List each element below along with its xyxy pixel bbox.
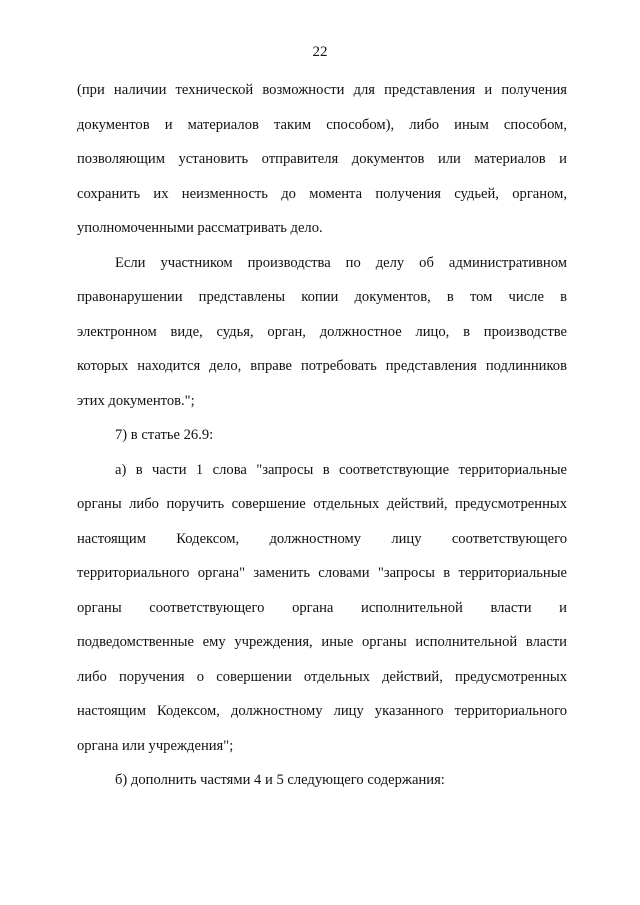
text-line: 7) в статье 26.9: bbox=[115, 427, 214, 443]
text-line: а) в части 1 слова "запросы в соответствующие территориальные bbox=[115, 461, 567, 478]
text-line: сохранить их неизменность до момента получения судьей, органом, bbox=[77, 185, 567, 202]
text-line: органы либо поручить совершение отдельных действий, предусмотренных bbox=[77, 496, 567, 512]
body-text bbox=[77, 73, 567, 798]
text-line: либо поручения о совершении отдельных действий, предусмотренных bbox=[77, 668, 567, 685]
text-line: подведомственные ему учреждения, иные органы исполнительной власти bbox=[77, 634, 567, 650]
text-line: органа или учреждения"; bbox=[77, 737, 234, 754]
text-line: позволяющим установить отправителя документов или материалов и bbox=[77, 151, 567, 167]
text-line: правонарушении представлены копии документов, в том числе в bbox=[77, 289, 567, 305]
text-line: (при наличии технической возможности для представления и получения bbox=[77, 82, 567, 98]
page-number: 22 bbox=[312, 44, 328, 60]
text-line: б) дополнить частями 4 и 5 следующего содержания: bbox=[115, 772, 445, 788]
text-line: документов и материалов таким способом), либо иным способом, bbox=[77, 116, 567, 133]
text-line: настоящим Кодексом, должностному лицу указанного территориального bbox=[77, 703, 567, 719]
text-line: настоящим Кодексом, должностному лицу соответствующего bbox=[77, 530, 567, 547]
text-line: этих документов."; bbox=[77, 392, 195, 409]
text-line: органы соответствующего органа исполнительной власти и bbox=[77, 599, 567, 616]
text-line: уполномоченными рассматривать дело. bbox=[77, 220, 323, 236]
text-line: Если участником производства по делу об административном bbox=[115, 254, 567, 271]
text-line: которых находится дело, вправе потребовать представления подлинников bbox=[77, 358, 567, 374]
text-line: электронном виде, судья, орган, должностное лицо, в производстве bbox=[77, 323, 567, 340]
text-line: территориального органа" заменить словами "запросы в территориальные bbox=[77, 565, 567, 581]
